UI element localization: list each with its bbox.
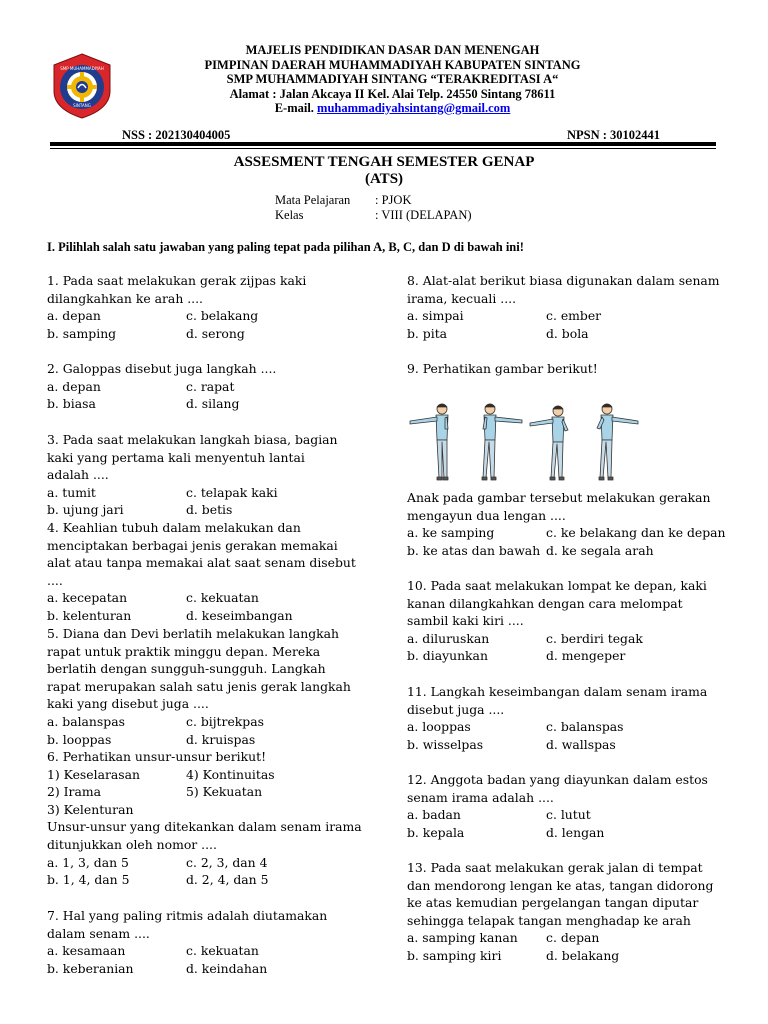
- option-b: b. diayunkan: [407, 648, 488, 664]
- option-a: a. depan: [47, 378, 101, 394]
- option-c: c. berdiri tegak: [546, 630, 643, 646]
- option-a: a. looppas: [407, 719, 471, 735]
- question-9-stem: [407, 489, 726, 559]
- option-d: d. bola: [546, 325, 589, 341]
- question-text: 12. Anggota badan yang diayunkan dalam estos senam irama adalah ....: [407, 772, 708, 805]
- question-text: 11. Langkah keseimbangan dalam senam irama disebut juga ....: [407, 684, 708, 717]
- option-b: b. kelenturan: [47, 607, 132, 623]
- exam-title: ASSESMENT TENGAH SEMESTER GENAP: [233, 154, 535, 170]
- item-3: 3) Kelenturan: [47, 801, 134, 817]
- letterhead-line-3: SMP MUHAMMADIYAH SINTANG “TERAKREDITASI A“: [226, 72, 559, 86]
- option-d: d. serong: [186, 325, 245, 341]
- option-c: c. rapat: [186, 378, 235, 394]
- item-5: 5) Kekuatan: [186, 784, 263, 800]
- question-stem: Anak pada gambar tersebut melakukan gerakan mengayun dua lengan ....: [407, 490, 711, 523]
- option-b: b. keberanian: [47, 960, 134, 976]
- letterhead-line-1: MAJELIS PENDIDIKAN DASAR DAN MENENGAH: [245, 43, 540, 57]
- option-b: b. 1, 4, dan 5: [47, 872, 130, 888]
- exam-subtitle: (ATS): [364, 171, 404, 187]
- question-13: [407, 859, 727, 965]
- option-d: d. kruispas: [186, 731, 256, 747]
- nss-number: NSS : 202130404005: [122, 128, 231, 142]
- question-text: 6. Perhatikan unsur-unsur berikut!: [47, 749, 267, 764]
- npsn-number: NPSN : 30102441: [567, 128, 661, 142]
- subject-label: Mata Pelajaran: [275, 193, 351, 207]
- question-text: 9. Perhatikan gambar berikut!: [407, 361, 598, 376]
- child-figure-4: [597, 404, 638, 480]
- question-8: [407, 272, 722, 342]
- question-4: [47, 519, 362, 625]
- option-a: a. tumit: [47, 484, 96, 500]
- question-text: 1. Pada saat melakukan gerak zijpas kaki dilangkahkan ke arah ....: [47, 273, 307, 306]
- option-b: b. samping: [47, 325, 117, 341]
- option-a: a. ke samping: [407, 525, 495, 541]
- option-a: a. depan: [47, 308, 101, 324]
- question-10: [407, 577, 722, 665]
- question-text: 4. Keahlian tubuh dalam melakukan dan menciptakan berbagai jenis gerakan memakai alat atau tanpa memakai alat saat senam disebut ....: [47, 520, 356, 588]
- option-a: a. diluruskan: [407, 630, 490, 646]
- option-c: c. lutut: [546, 807, 591, 823]
- class-label: Kelas: [275, 208, 304, 222]
- option-d: d. betis: [186, 502, 233, 518]
- class-value: : VIII (DELAPAN): [375, 208, 472, 222]
- header-divider-thin: [50, 148, 716, 149]
- item-4: 4) Kontinuitas: [186, 766, 275, 782]
- question-text: 10. Pada saat melakukan lompat ke depan, kaki kanan dilangkahkan dengan cara melompat sambil kaki kiri ....: [407, 578, 707, 629]
- option-d: d. belakang: [546, 947, 620, 963]
- option-d: d. silang: [186, 396, 240, 412]
- header-divider-thick: [50, 142, 716, 146]
- question-stem: Unsur-unsur yang ditekankan dalam senam irama ditunjukkan oleh nomor ....: [47, 819, 362, 852]
- option-b: b. ujung jari: [47, 502, 124, 518]
- arm-swing-illustration: [406, 398, 641, 484]
- question-text: 3. Pada saat melakukan langkah biasa, bagian kaki yang pertama kali menyentuh lantai adalah ....: [47, 432, 338, 483]
- question-text: 8. Alat-alat berikut biasa digunakan dalam senam irama, kecuali ....: [407, 273, 720, 306]
- option-d: d. keindahan: [186, 960, 268, 976]
- letterhead-email-line: [120, 101, 665, 116]
- option-d: d. keseimbangan: [186, 607, 293, 623]
- option-a: a. badan: [407, 807, 461, 823]
- option-a: a. kecepatan: [47, 590, 128, 606]
- question-7: [47, 907, 347, 977]
- question-6: [47, 748, 362, 889]
- svg-text:SINTANG: SINTANG: [73, 103, 91, 108]
- question-text: 7. Hal yang paling ritmis adalah diutamakan dalam senam ....: [47, 908, 328, 941]
- school-logo: [52, 53, 112, 119]
- option-c: c. telapak kaki: [186, 484, 278, 500]
- option-a: a. kesamaan: [47, 943, 126, 959]
- option-d: d. wallspas: [546, 736, 616, 752]
- question-1: [47, 272, 367, 342]
- email-label: E-mail.: [274, 101, 318, 115]
- question-text: 13. Pada saat melakukan gerak jalan di tempat dan mendorong lengan ke atas, tangan didorong ke atas kemudian pergelangan tangan diputar sehingga telapak tangan menghadap ke arah: [407, 860, 714, 928]
- question-text: 2. Galoppas disebut juga langkah ....: [47, 361, 277, 376]
- option-c: c. kekuatan: [186, 590, 259, 606]
- letterhead: [120, 43, 665, 116]
- child-figure-3: [530, 406, 568, 480]
- question-2: [47, 360, 367, 413]
- option-d: d. ke segala arah: [546, 542, 654, 558]
- option-d: d. lengan: [546, 824, 605, 840]
- option-a: a. balanspas: [47, 713, 125, 729]
- question-12: [407, 771, 727, 841]
- option-a: a. simpai: [407, 308, 464, 324]
- child-figure-1: [410, 404, 448, 480]
- question-3: [47, 431, 347, 519]
- svg-text:SMP MUHAMMADIYAH: SMP MUHAMMADIYAH: [60, 66, 104, 71]
- letterhead-address: Alamat : Jalan Akcaya II Kel. Alai Telp. 24550 Sintang 78611: [229, 86, 556, 101]
- option-c: c. kekuatan: [186, 943, 259, 959]
- option-c: c. balanspas: [546, 719, 624, 735]
- option-c: c. bijtrekpas: [186, 713, 264, 729]
- question-9: [407, 360, 722, 378]
- instruction: I. Pilihlah salah satu jawaban yang paling tepat pada pilihan A, B, C, dan D di bawah ini!: [47, 240, 524, 254]
- option-b: b. samping kiri: [407, 947, 502, 963]
- option-b: b. ke atas dan bawah: [407, 542, 541, 558]
- child-figure-2: [482, 404, 522, 480]
- option-c: c. belakang: [186, 308, 259, 324]
- letterhead-line-2: PIMPINAN DAERAH MUHAMMADIYAH KABUPATEN SINTANG: [204, 57, 581, 72]
- option-a: a. 1, 3, dan 5: [47, 854, 129, 870]
- subject-value: : PJOK: [375, 193, 412, 207]
- option-b: b. biasa: [47, 396, 96, 412]
- email-link[interactable]: muhammadiyahsintang@gmail.com: [317, 101, 511, 115]
- option-c: c. ke belakang dan ke depan: [546, 525, 726, 541]
- option-b: b. looppas: [47, 731, 112, 747]
- question-5: [47, 625, 362, 748]
- question-text: 5. Diana dan Devi berlatih melakukan langkah rapat untuk praktik minggu depan. Mereka berlatih dengan sungguh-sungguh. Langkah rapat merupakan salah satu jenis gerak langkah kaki yang disebut juga ....: [47, 626, 351, 712]
- option-a: a. samping kanan: [407, 930, 518, 946]
- option-c: c. ember: [546, 308, 602, 324]
- option-b: b. pita: [407, 325, 448, 341]
- option-c: c. 2, 3, dan 4: [186, 854, 268, 870]
- item-1: 1) Keselarasan: [47, 766, 140, 782]
- option-d: d. 2, 4, dan 5: [186, 872, 269, 888]
- option-b: b. kepala: [407, 824, 465, 840]
- option-d: d. mengeper: [546, 648, 626, 664]
- option-b: b. wisselpas: [407, 736, 484, 752]
- question-11: [407, 683, 727, 753]
- item-2: 2) Irama: [47, 784, 101, 800]
- option-c: c. depan: [546, 930, 600, 946]
